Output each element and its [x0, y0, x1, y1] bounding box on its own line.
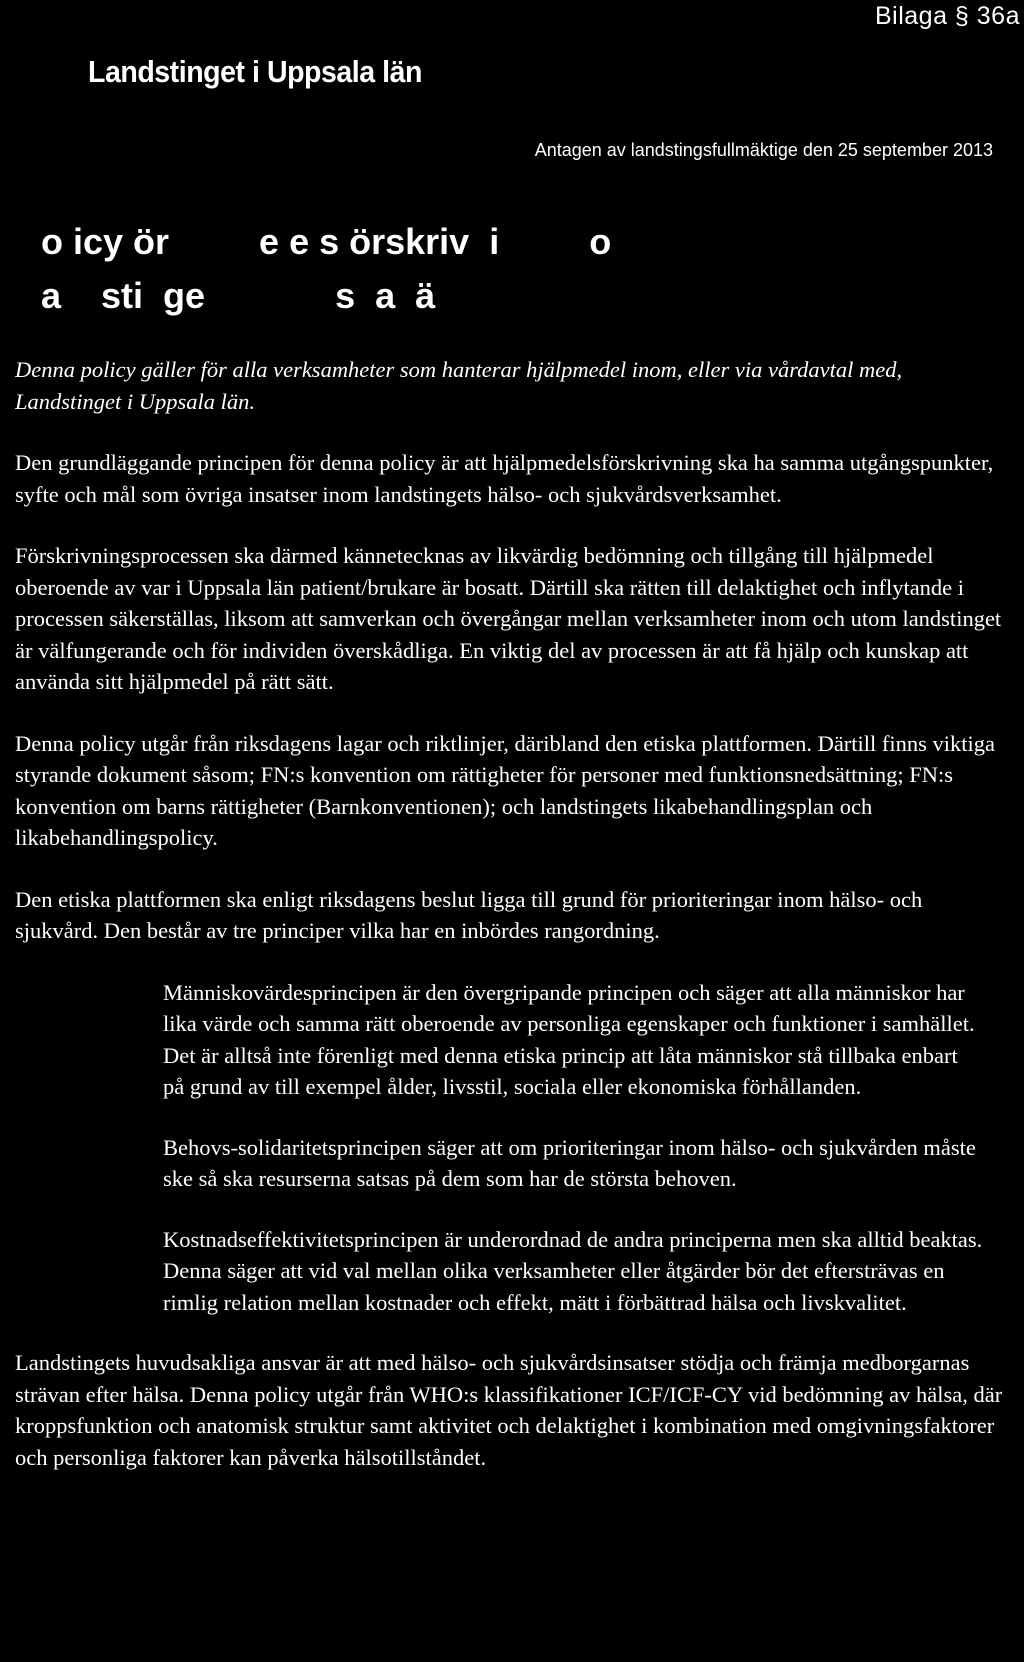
principle-need-solidarity: Behovs-solidaritetsprincipen säger att om prioriteringar inom hälso- och sjukvården måste ske så ska resurserna satsas på dem som har de största behoven. — [163, 1134, 976, 1191]
principle-cost-effectiveness: Kostnadseffektivitetsprincipen är underordnad de andra principerna men ska alltid beaktas. Denna säger att vid val mellan olika verksamheter eller åtgärder bör det eftersträvas en rimlig relation mellan kostnader och effekt, mätt i förbättrad hälsa och livskvalitet. — [163, 1226, 983, 1315]
attachment-label: Bilaga § 36a — [874, 2, 1020, 30]
adoption-note: Antagen av landstingsfullmäktige den 25 september 2013 — [534, 140, 993, 160]
document-body — [15, 354, 1005, 1473]
paragraph-principle: Den grundläggande principen för denna policy är att hjälpmedelsförskrivning ska ha samma utgångspunkter, syfte och mål som övriga insatser inom landstingets hälso- och sjukvårdsverksamhet. — [15, 450, 994, 507]
document-title — [41, 215, 611, 323]
title-line-2: a sti ge s a ä — [41, 275, 436, 316]
title-line-1: o icy ör e e s örskriv i o — [41, 221, 612, 262]
intro-paragraph: Denna policy gäller för alla verksamheter som hanterar hjälpmedel inom, eller via vårdavtal med, Landstinget i Uppsala län. — [15, 357, 903, 414]
principle-human-dignity: Människovärdesprincipen är den övergripande principen och säger att alla människor har lika värde och samma rätt oberoende av personliga egenskaper och funktioner i samhället. Det är alltså inte förenligt med denna etiska princip att låta människor stå tillbaka enbart på grund av till exempel ålder, livsstil, sociala eller ekonomiska förhållanden. — [163, 979, 975, 1099]
closing-paragraph: Landstingets huvudsakliga ansvar är att med hälso- och sjukvårdsinsatser stödja och främja medborgarnas strävan efter hälsa. Denna policy utgår från WHO:s klassifikationer ICF/ICF-CY vid bedömning av hälsa, där kroppsfunktion och anatomisk struktur samt aktivitet och delaktighet i kombination med omgivningsfaktorer och personliga faktorer kan påverka hälsotillståndet. — [15, 1350, 1003, 1470]
paragraph-laws: Denna policy utgår från riksdagens lagar och riktlinjer, däribland den etiska plattformen. Därtill finns viktiga styrande dokument såsom; FN:s konvention om rättigheter för personer med funktionsnedsättning; FN:s konvention om barns rättigheter (Barnkonventionen); och landstingets likabehandlingsplan och likabehandlingspolicy. — [15, 730, 996, 850]
organization-logo: Landstinget i Uppsala län — [88, 54, 422, 89]
paragraph-process: Förskrivningsprocessen ska därmed kännetecknas av likvärdig bedömning och tillgång till hjälpmedel oberoende av var i Uppsala län patient/brukare är bosatt. Därtill ska rätten till delaktighet och inflytande i processen säkerställas, liksom att samverkan och övergångar mellan verksamheter inom och utom landstinget är välfungerande och för individen överskådliga. En viktig del av processen är att få hjälp och kunskap att använda sitt hjälpmedel på rätt sätt. — [15, 543, 1002, 694]
paragraph-ethics: Den etiska plattformen ska enligt riksdagens beslut ligga till grund för prioriteringar inom hälso- och sjukvård. Den består av tre principer vilka har en inbördes rangordning. — [15, 886, 923, 943]
